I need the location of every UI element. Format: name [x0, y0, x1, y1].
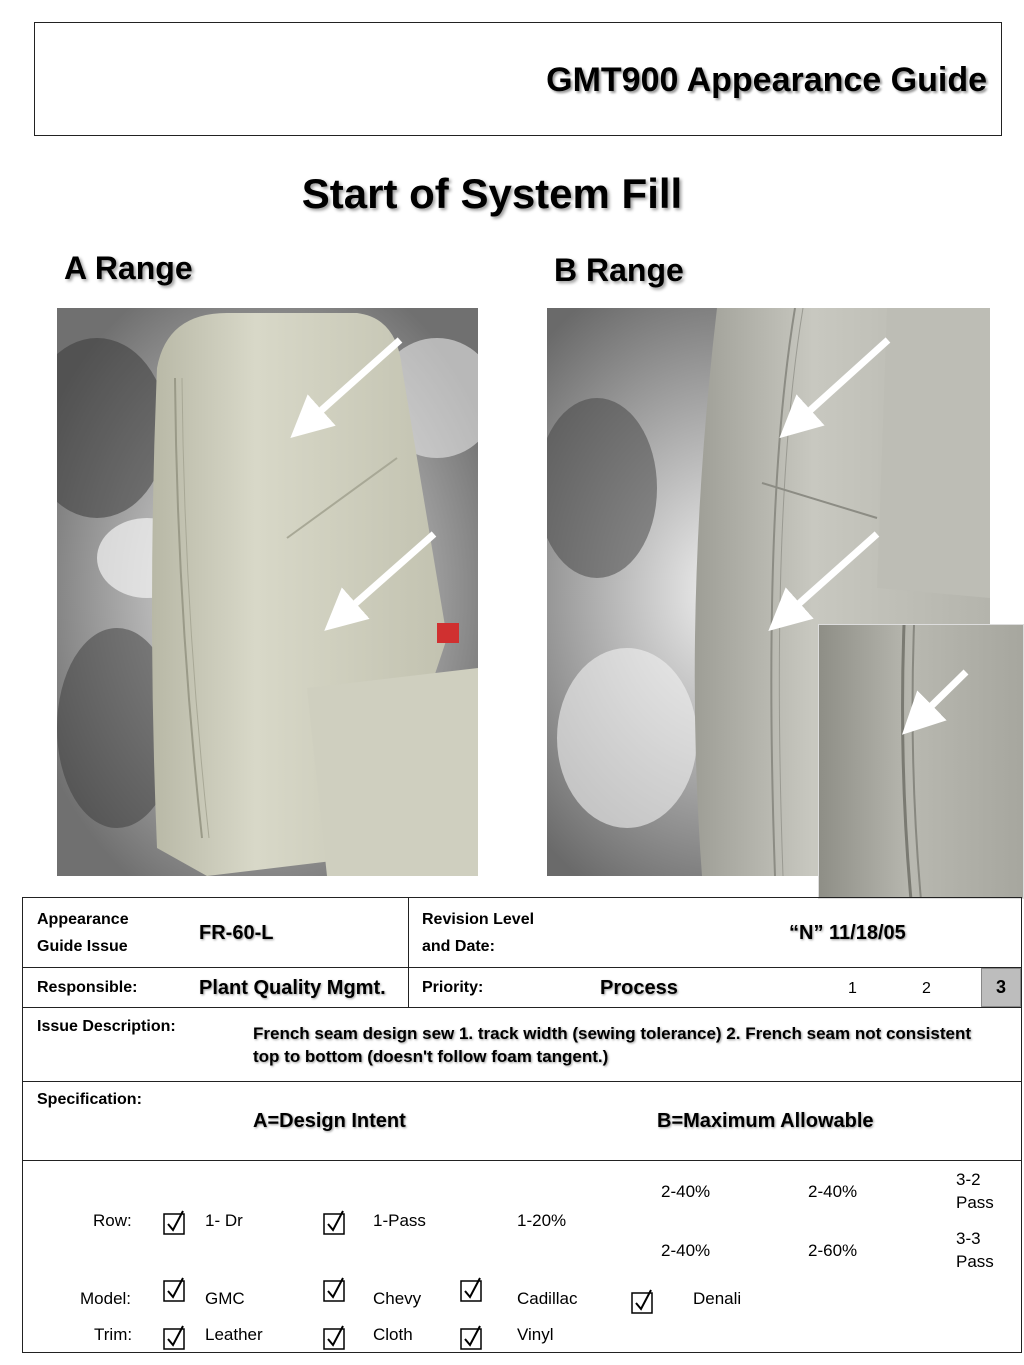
spec-b: B=Maximum Allowable — [657, 1110, 874, 1132]
row-label: Row: — [93, 1211, 132, 1230]
model-gmc-checkbox[interactable] — [163, 1276, 189, 1302]
page-title: Start of System Fill — [301, 170, 683, 217]
trim-cloth-label: Cloth — [373, 1325, 413, 1344]
spec-a: A=Design Intent — [253, 1110, 406, 1132]
trim-vinyl-label: Vinyl — [517, 1325, 554, 1344]
pass-bottom-line2: Pass — [956, 1252, 994, 1271]
model-cadillac-label: Cadillac — [517, 1289, 578, 1308]
responsible-value: Plant Quality Mgmt. — [199, 977, 386, 999]
row-divider — [23, 967, 1021, 968]
trim-vinyl-checkbox[interactable] — [460, 1324, 486, 1350]
pct-bottom-1: 2-40% — [661, 1241, 711, 1260]
issue-value: FR-60-L — [199, 922, 274, 944]
pass-top-line2: Pass — [956, 1193, 994, 1212]
arrow-closeup — [917, 672, 966, 720]
row-1dr-label: 1- Dr — [205, 1211, 243, 1230]
trim-cloth-checkbox[interactable] — [323, 1324, 349, 1350]
row-1pass-checkbox[interactable] — [323, 1209, 349, 1235]
trim-leather-label: Leather — [205, 1325, 263, 1344]
priority-label: Priority: — [422, 979, 484, 996]
issue-info-table — [22, 897, 1022, 1353]
pass-top-line1: 3-2 — [956, 1170, 981, 1189]
revision-value: “N” 11/18/05 — [789, 922, 906, 944]
trim-label: Trim: — [94, 1325, 133, 1344]
b-range-label: B Range — [554, 252, 684, 288]
pct-bottom-2: 2-60% — [808, 1241, 858, 1260]
issue-label-line2: Guide Issue — [37, 938, 128, 955]
row-1dr-checkbox[interactable] — [163, 1209, 189, 1235]
row-1-20-label: 1-20% — [517, 1211, 567, 1230]
row-1pass-label: 1-Pass — [373, 1211, 426, 1230]
revision-label-line1: Revision Level — [422, 911, 535, 928]
model-chevy-checkbox[interactable] — [323, 1276, 349, 1302]
model-chevy-label: Chevy — [373, 1289, 422, 1308]
model-gmc-label: GMC — [205, 1289, 245, 1308]
issue-label-line1: Appearance — [37, 911, 129, 928]
row-divider — [23, 1081, 1021, 1082]
issue-description: French seam design sew 1. track width (sewing tolerance) 2. French seam not consistent top to bottom (doesn't follow foam tangent.) — [253, 1024, 971, 1066]
header-title: GMT900 Appearance Guide — [546, 61, 987, 99]
trim-leather-checkbox[interactable] — [163, 1324, 189, 1350]
responsible-label: Responsible: — [37, 979, 138, 996]
model-denali-checkbox[interactable] — [631, 1288, 657, 1314]
a-range-label: A Range — [64, 250, 193, 286]
model-denali-label: Denali — [693, 1289, 742, 1308]
arrow-b-lower — [784, 534, 877, 617]
specification-label: Specification: — [37, 1091, 142, 1108]
priority-level-1: 1 — [848, 980, 857, 997]
pass-bottom-line1: 3-3 — [956, 1229, 981, 1248]
priority-value: Process — [600, 977, 678, 999]
pct-top-2: 2-40% — [808, 1182, 858, 1201]
column-divider — [408, 898, 409, 1007]
revision-label-line2: and Date: — [422, 938, 495, 955]
priority-level-2: 2 — [922, 980, 931, 997]
issue-description-label: Issue Description: — [37, 1018, 176, 1035]
model-cadillac-checkbox[interactable] — [460, 1276, 486, 1302]
pct-top-1: 2-40% — [661, 1182, 711, 1201]
arrow-a-lower — [340, 534, 434, 617]
row-divider — [23, 1007, 1021, 1008]
model-label: Model: — [80, 1289, 132, 1308]
row-divider — [23, 1160, 1021, 1161]
arrow-b-upper — [795, 340, 888, 424]
arrow-a-upper — [306, 340, 400, 424]
priority-level-3-selected: 3 — [981, 968, 1021, 1007]
